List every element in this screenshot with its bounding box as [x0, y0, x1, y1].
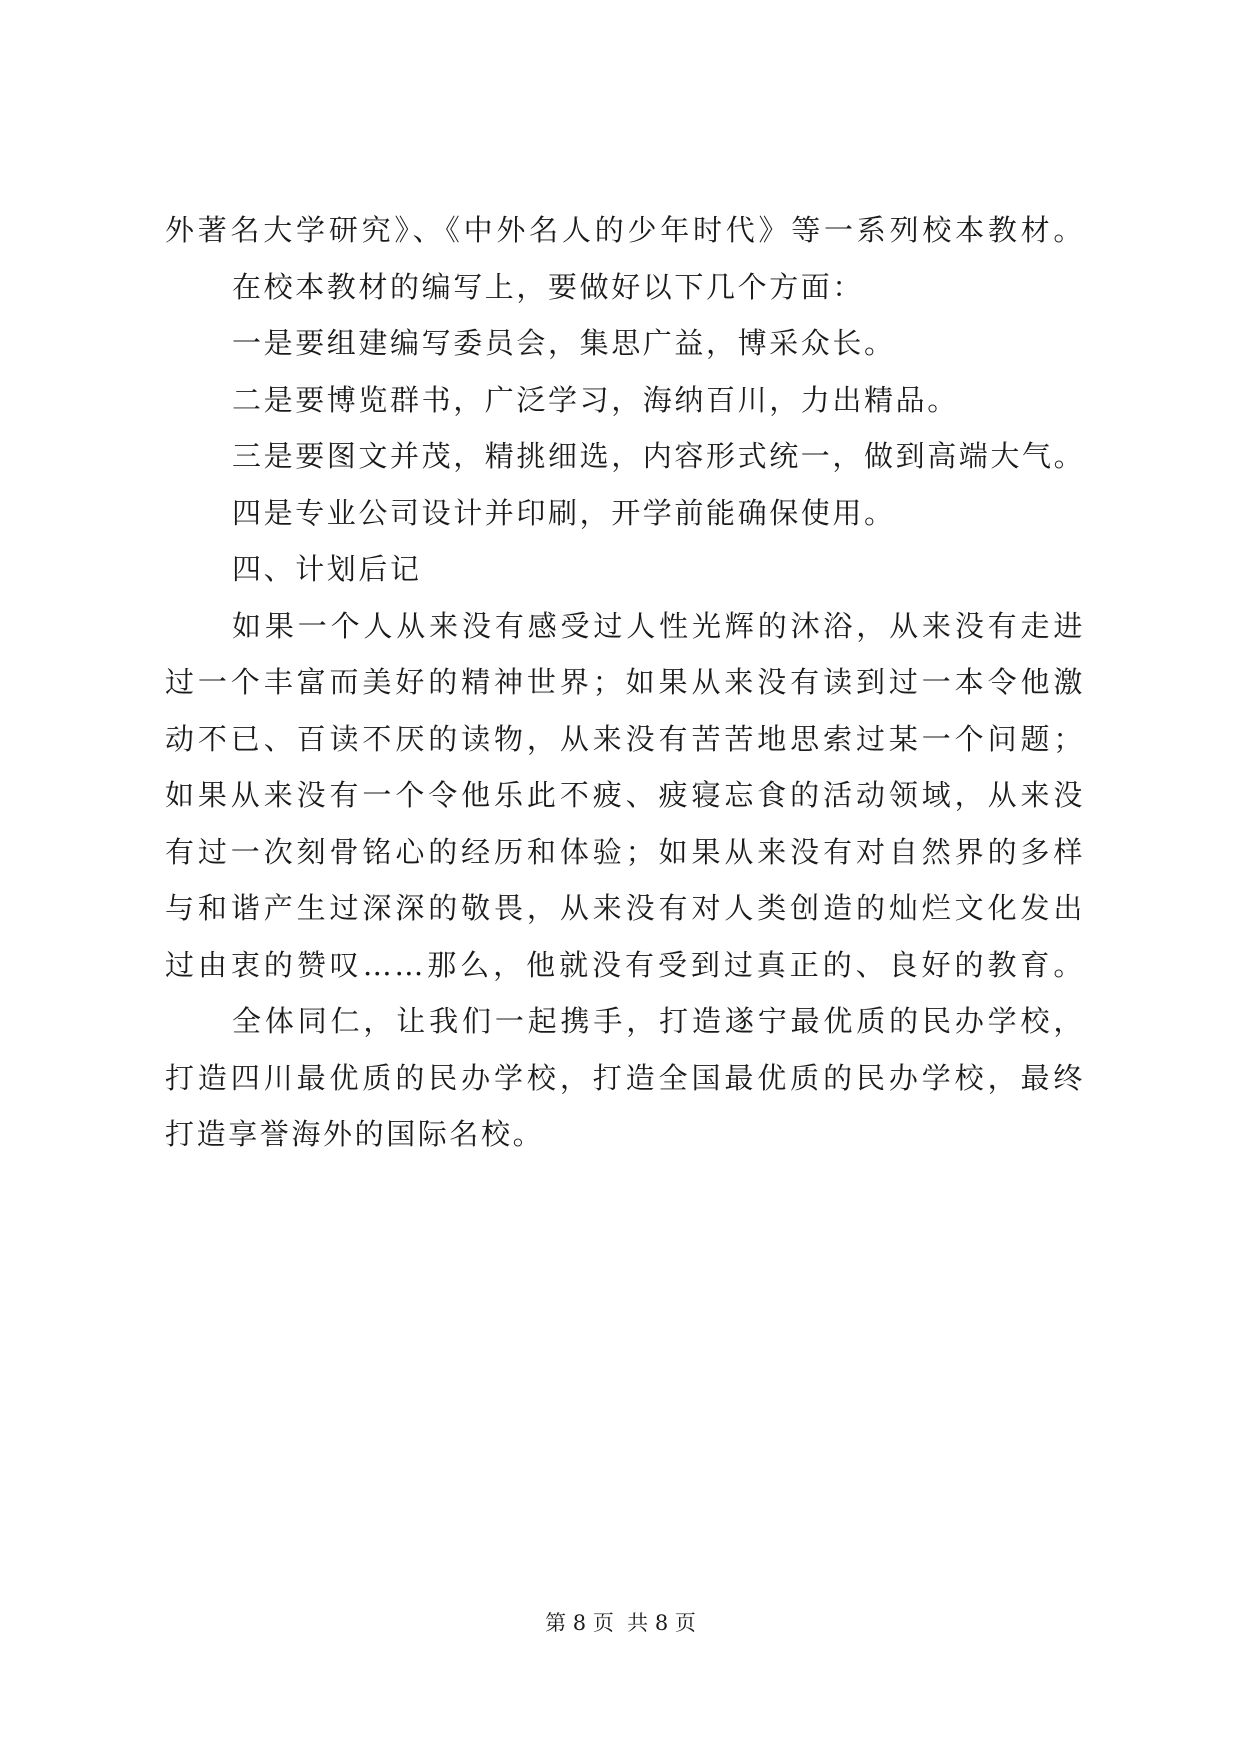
- text-line: 四是专业公司设计并印刷，开学前能确保使用。: [232, 495, 896, 530]
- text-line: 外著名大学研究》、《中外名人的少年时代》等一系列校本教材。: [165, 213, 1085, 247]
- text-line: 全体同仁，让我们一起携手，打造遂宁最优质的民办学校，: [232, 1004, 1085, 1038]
- text-line: 过由衷的赞叹……那么，他就没有受到过真正的、良好的教育。: [165, 947, 1085, 982]
- page-number: 第 8 页 共 8 页: [545, 1611, 696, 1635]
- text-line: 二是要博览群书，广泛学习，海纳百川，力出精品。: [232, 382, 959, 417]
- text-line: 打造四川最优质的民办学校，打造全国最优质的民办学校，最终: [165, 1060, 1085, 1095]
- text-line: 打造享誉海外的国际名校。: [165, 1117, 545, 1151]
- body-text: [165, 202, 1085, 1163]
- text-line: 一是要组建编写委员会，集思广益，博采众长。: [232, 326, 896, 360]
- text-line: 三是要图文并茂，精挑细选，内容形式统一，做到高端大气。: [232, 439, 1086, 473]
- text-line: 与和谐产生过深深的敬畏，从来没有对人类创造的灿烂文化发出: [165, 891, 1085, 925]
- page-footer: [0, 1608, 1241, 1638]
- text-line: 如果从来没有一个令他乐此不疲、疲寝忘食的活动领域，从来没: [165, 778, 1085, 812]
- text-line: 过一个丰富而美好的精神世界；如果从来没有读到过一本令他激: [165, 665, 1085, 699]
- text-line: 动不已、百读不厌的读物，从来没有苦苦地思索过某一个问题；: [165, 721, 1085, 756]
- section-heading: 四、计划后记: [232, 552, 422, 586]
- text-line: 在校本教材的编写上，要做好以下几个方面：: [232, 269, 865, 304]
- text-line: 有过一次刻骨铭心的经历和体验；如果从来没有对自然界的多样: [165, 834, 1085, 869]
- text-line: 如果一个人从来没有感受过人性光辉的沐浴，从来没有走进: [232, 608, 1085, 643]
